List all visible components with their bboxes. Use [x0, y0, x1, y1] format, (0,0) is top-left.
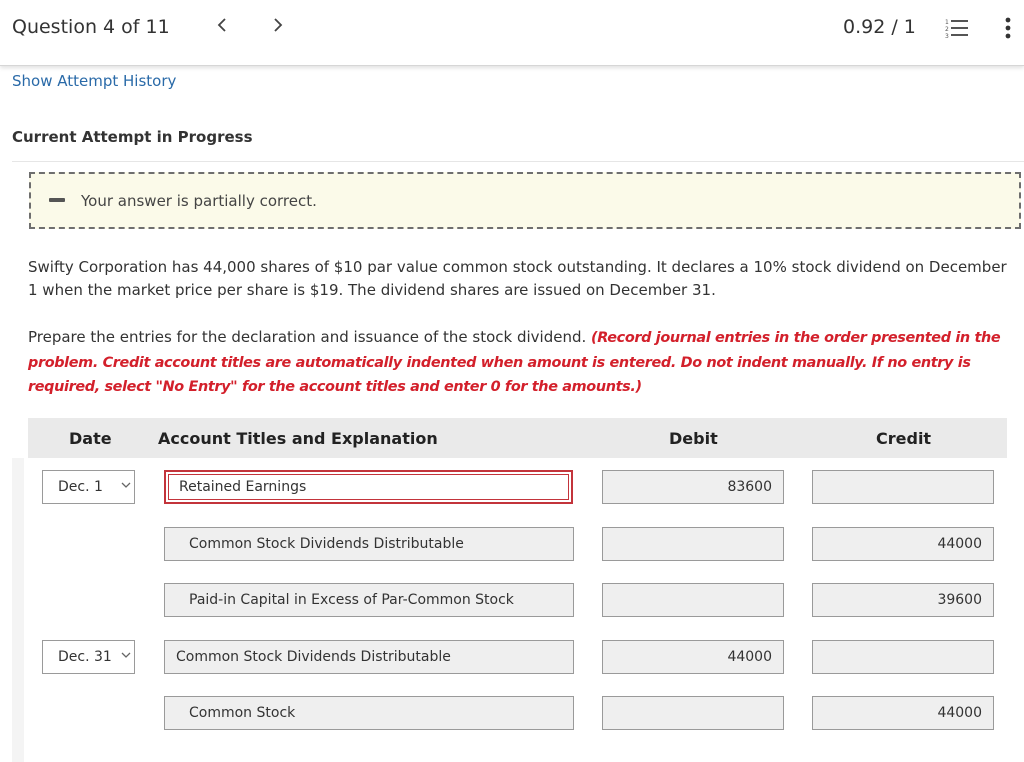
- date-select[interactable]: [42, 470, 135, 504]
- feedback-box: [29, 172, 1021, 229]
- date-value: Dec. 31: [58, 649, 112, 665]
- account-title-input[interactable]: [164, 583, 574, 617]
- header-account: Account Titles and Explanation: [158, 429, 438, 448]
- account-title-input[interactable]: [164, 470, 573, 504]
- instruction-text: Prepare the entries for the declaration and issuance of the stock dividend.: [28, 328, 587, 346]
- credit-input[interactable]: [812, 640, 994, 674]
- debit-input[interactable]: [602, 696, 784, 730]
- account-title-value: Common Stock: [189, 705, 296, 721]
- feedback-message: Your answer is partially correct.: [81, 192, 317, 210]
- credit-input[interactable]: [812, 527, 994, 561]
- chevron-down-icon: [121, 650, 131, 660]
- account-title-value: Common Stock Dividends Distributable: [176, 649, 451, 665]
- header-credit: Credit: [876, 429, 932, 448]
- instructions: [28, 326, 1013, 400]
- header-date: Date: [69, 429, 112, 448]
- show-attempt-history-link[interactable]: Show Attempt History: [12, 72, 177, 90]
- svg-text:3: 3: [945, 33, 949, 40]
- debit-input[interactable]: [602, 527, 784, 561]
- chevron-down-icon: [121, 480, 131, 490]
- date-value: Dec. 1: [58, 479, 103, 495]
- credit-value: 39600: [937, 592, 982, 608]
- credit-input[interactable]: [812, 470, 994, 504]
- date-select[interactable]: [42, 640, 135, 674]
- debit-input[interactable]: [602, 470, 784, 504]
- instruction-note: (Record journal entries in the order presented in the problem. Credit account titles are automatically indented when amount is entered. Do not indent manually. If no entry is required, select "No Entry" for the account titles and enter 0 for the amounts.): [28, 330, 1001, 395]
- credit-input[interactable]: [812, 696, 994, 730]
- divider: [12, 161, 1024, 162]
- table-left-gutter: [12, 458, 24, 762]
- account-title-value: Common Stock Dividends Distributable: [189, 536, 464, 552]
- top-bar: [0, 0, 1024, 66]
- account-title-value: Retained Earnings: [179, 479, 307, 495]
- numbered-list-icon[interactable]: [944, 16, 970, 40]
- debit-input[interactable]: [602, 583, 784, 617]
- credit-value: 44000: [937, 705, 982, 721]
- partial-indicator-icon: [49, 198, 65, 202]
- more-vertical-icon[interactable]: [1003, 16, 1013, 40]
- account-title-input[interactable]: [164, 640, 574, 674]
- journal-table-header: [28, 418, 1007, 458]
- chevron-left-icon[interactable]: [216, 14, 228, 41]
- current-attempt-heading: Current Attempt in Progress: [12, 128, 253, 146]
- svg-text:1: 1: [945, 19, 949, 26]
- debit-value: 83600: [727, 479, 772, 495]
- question-counter: Question 4 of 11: [12, 16, 170, 38]
- svg-text:2: 2: [945, 26, 949, 33]
- credit-value: 44000: [937, 536, 982, 552]
- account-title-value: Paid-in Capital in Excess of Par-Common Stock: [189, 592, 514, 608]
- account-title-input[interactable]: [164, 696, 574, 730]
- header-debit: Debit: [669, 429, 718, 448]
- credit-input[interactable]: [812, 583, 994, 617]
- debit-input[interactable]: [602, 640, 784, 674]
- account-title-input[interactable]: [164, 527, 574, 561]
- problem-text: Swifty Corporation has 44,000 shares of $10 par value common stock outstanding. It declares a 10% stock dividend on December 1 when the market price per share is $19. The dividend shares are issued on December 31.: [28, 258, 1007, 299]
- score-display: 0.92 / 1: [843, 16, 916, 38]
- chevron-right-icon[interactable]: [272, 14, 284, 41]
- debit-value: 44000: [727, 649, 772, 665]
